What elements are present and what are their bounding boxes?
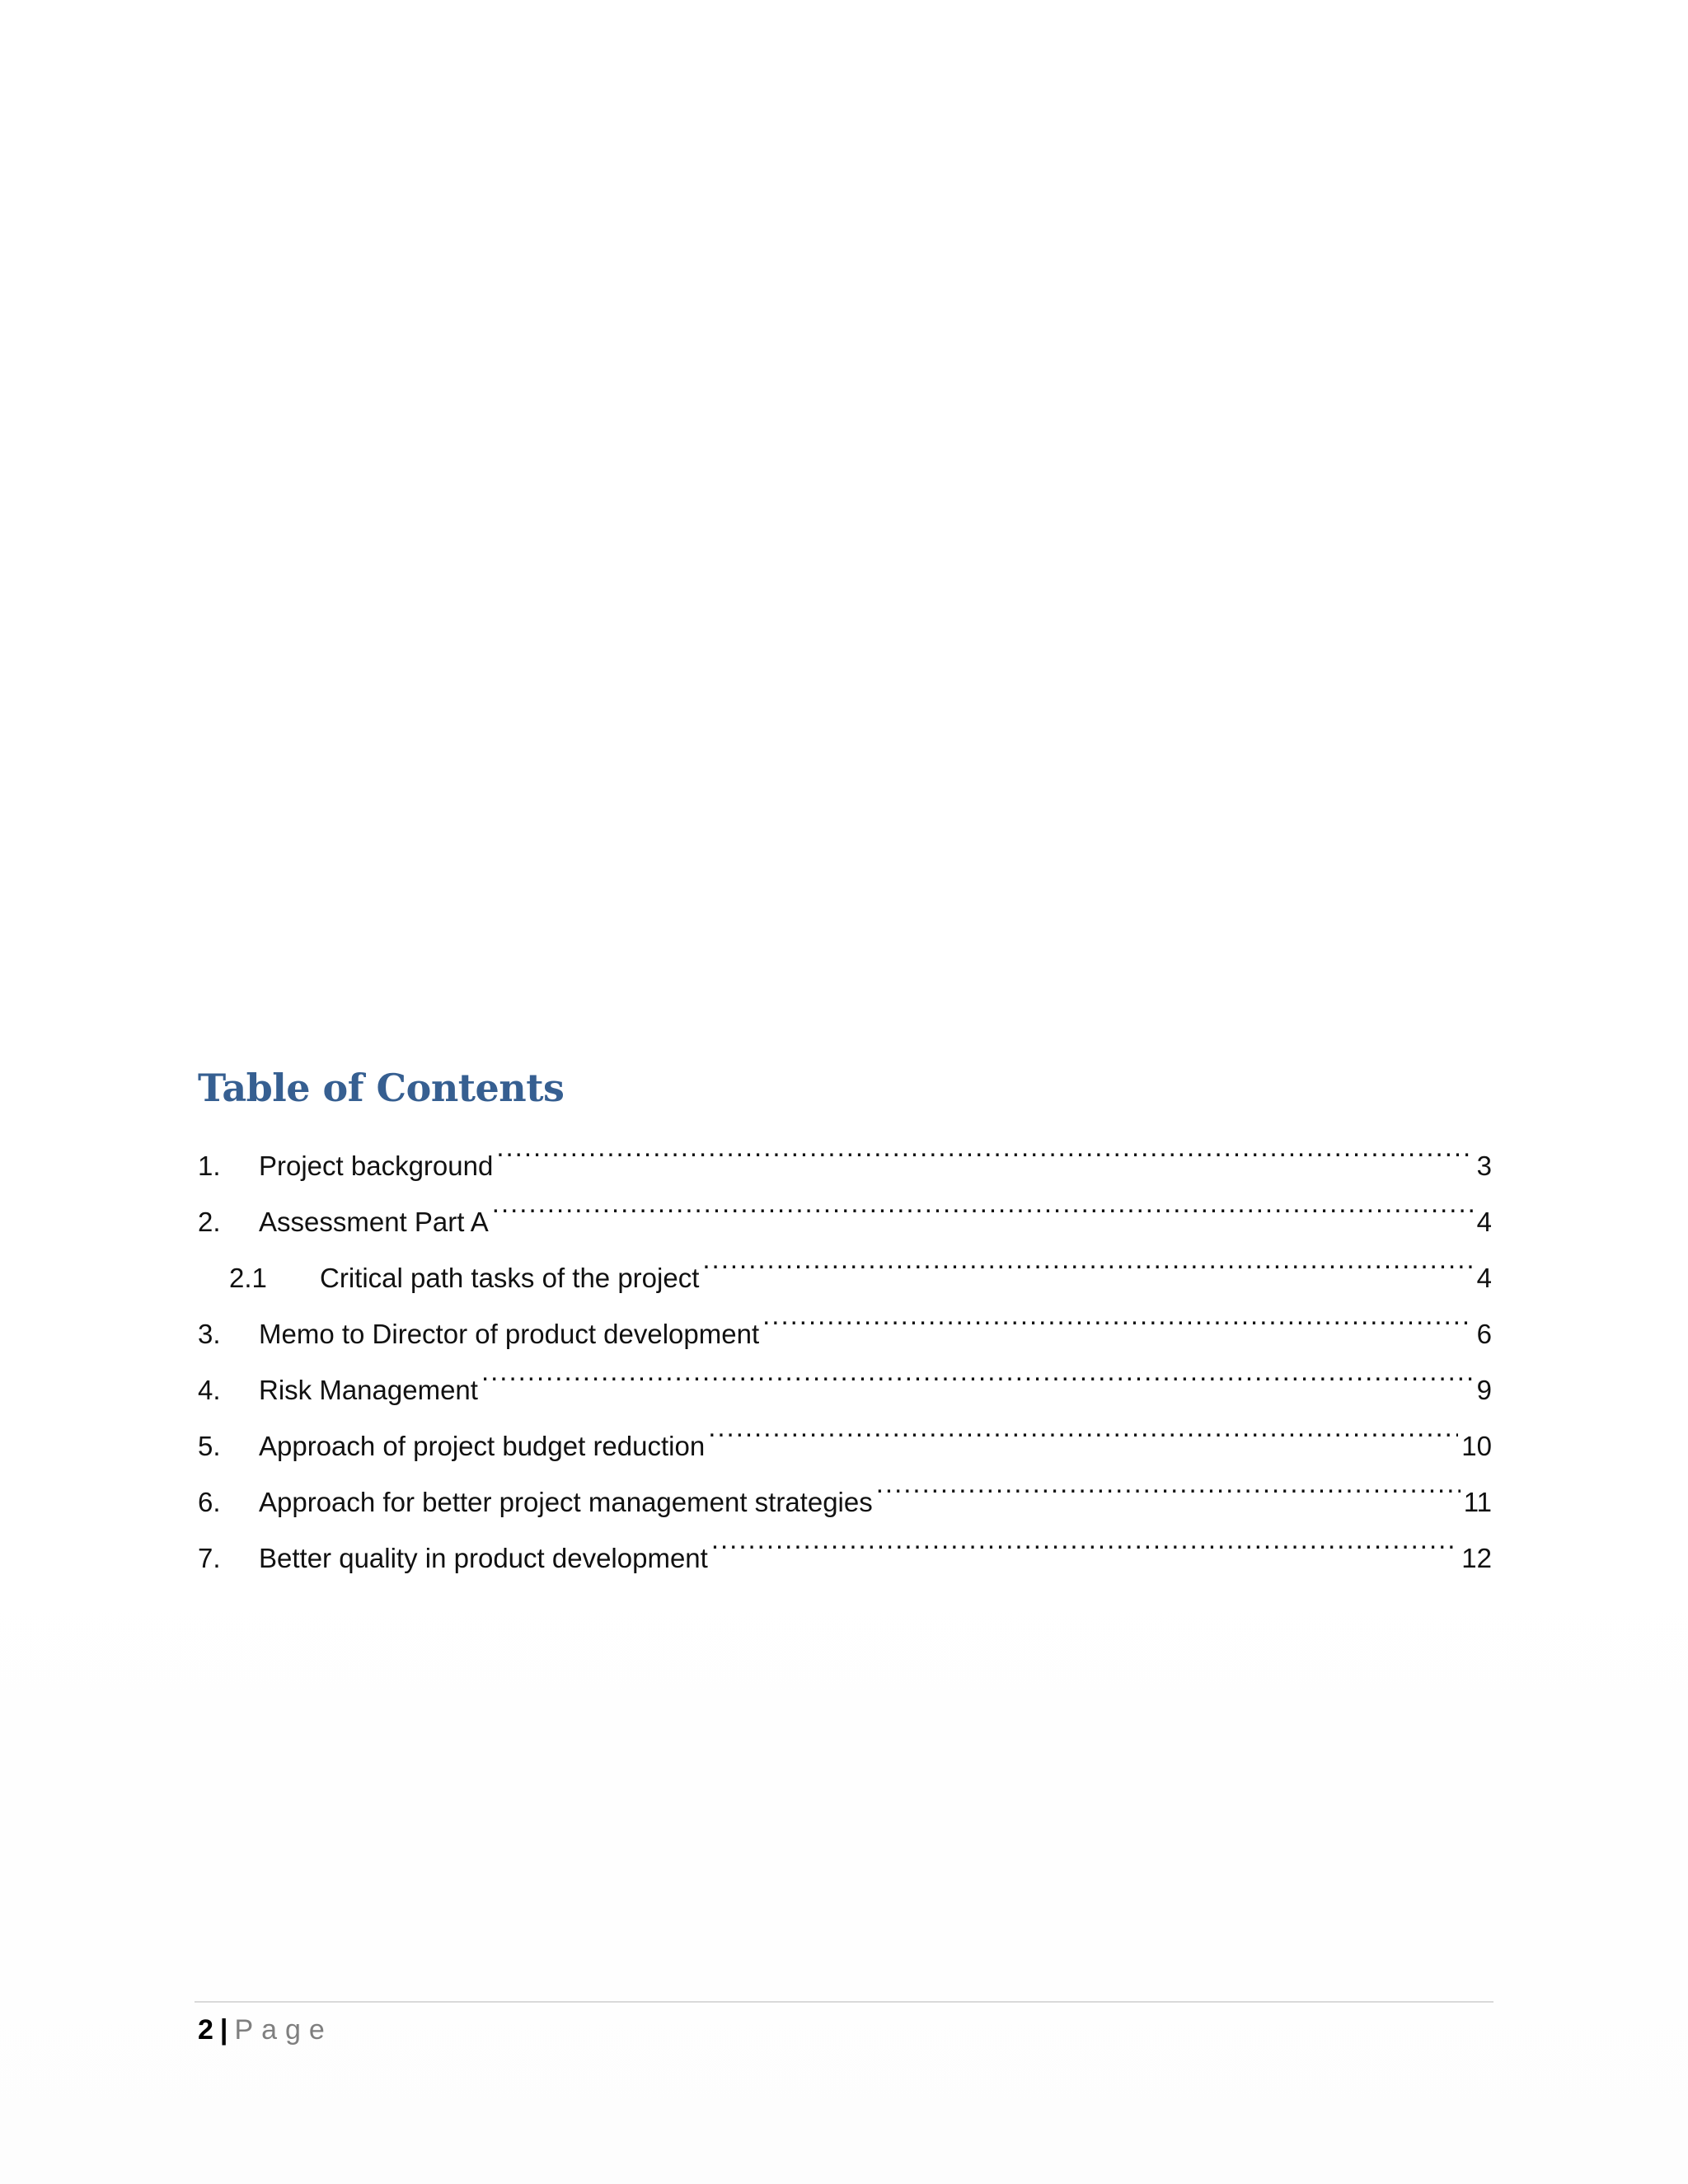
toc-dot-leader <box>492 1175 1474 1231</box>
toc-dot-leader <box>762 1287 1474 1343</box>
toc-dot-leader <box>702 1231 1473 1287</box>
toc-entry-page: 6 <box>1476 1319 1492 1349</box>
toc-dot-leader <box>708 1399 1458 1455</box>
toc-entry-number: 3. <box>198 1319 221 1349</box>
footer-page-word: Page <box>234 2014 333 2046</box>
toc-entry-page: 9 <box>1476 1375 1492 1405</box>
toc-dot-leader <box>876 1455 1461 1511</box>
toc-dot-leader <box>481 1343 1474 1399</box>
toc-entry-page: 4 <box>1476 1207 1492 1237</box>
toc-dot-leader <box>711 1511 1458 1568</box>
toc-entry-number: 5. <box>198 1431 221 1461</box>
toc-entry-label: Assessment Part A <box>259 1207 489 1237</box>
toc-entry-number: 6. <box>198 1487 221 1517</box>
toc-entry-number: 7. <box>198 1543 221 1573</box>
footer-separator: | <box>219 2014 228 2046</box>
toc-entry-label: Memo to Director of product development <box>259 1319 760 1349</box>
toc-entry-number: 2.1 <box>229 1263 267 1293</box>
toc-entry-label: Project background <box>259 1151 494 1181</box>
table-of-contents <box>198 1063 1492 1573</box>
footer-page-number: 2 <box>198 2014 213 2046</box>
page-footer <box>198 2009 333 2050</box>
toc-entry-page: 12 <box>1461 1543 1492 1573</box>
toc-entry-label: Approach of project budget reduction <box>259 1431 706 1461</box>
toc-entry-project-background[interactable] <box>198 1119 1492 1181</box>
toc-dot-leader <box>496 1119 1473 1175</box>
toc-entry-label: Better quality in product development <box>259 1543 708 1573</box>
toc-entry-number: 1. <box>198 1151 221 1181</box>
toc-entry-page: 4 <box>1476 1263 1492 1293</box>
toc-entry-page: 11 <box>1463 1487 1492 1517</box>
toc-title: Table of Contents <box>198 1066 565 1110</box>
toc-entry-label: Critical path tasks of the project <box>320 1263 700 1293</box>
toc-entry-page: 3 <box>1476 1151 1492 1181</box>
toc-entry-label: Approach for better project management strategies <box>259 1487 873 1517</box>
toc-entry-number: 2. <box>198 1207 221 1237</box>
toc-entry-label: Risk Management <box>259 1375 478 1405</box>
toc-entry-page: 10 <box>1461 1431 1492 1461</box>
footer-divider <box>195 2001 1493 2003</box>
toc-entry-number: 4. <box>198 1375 221 1405</box>
